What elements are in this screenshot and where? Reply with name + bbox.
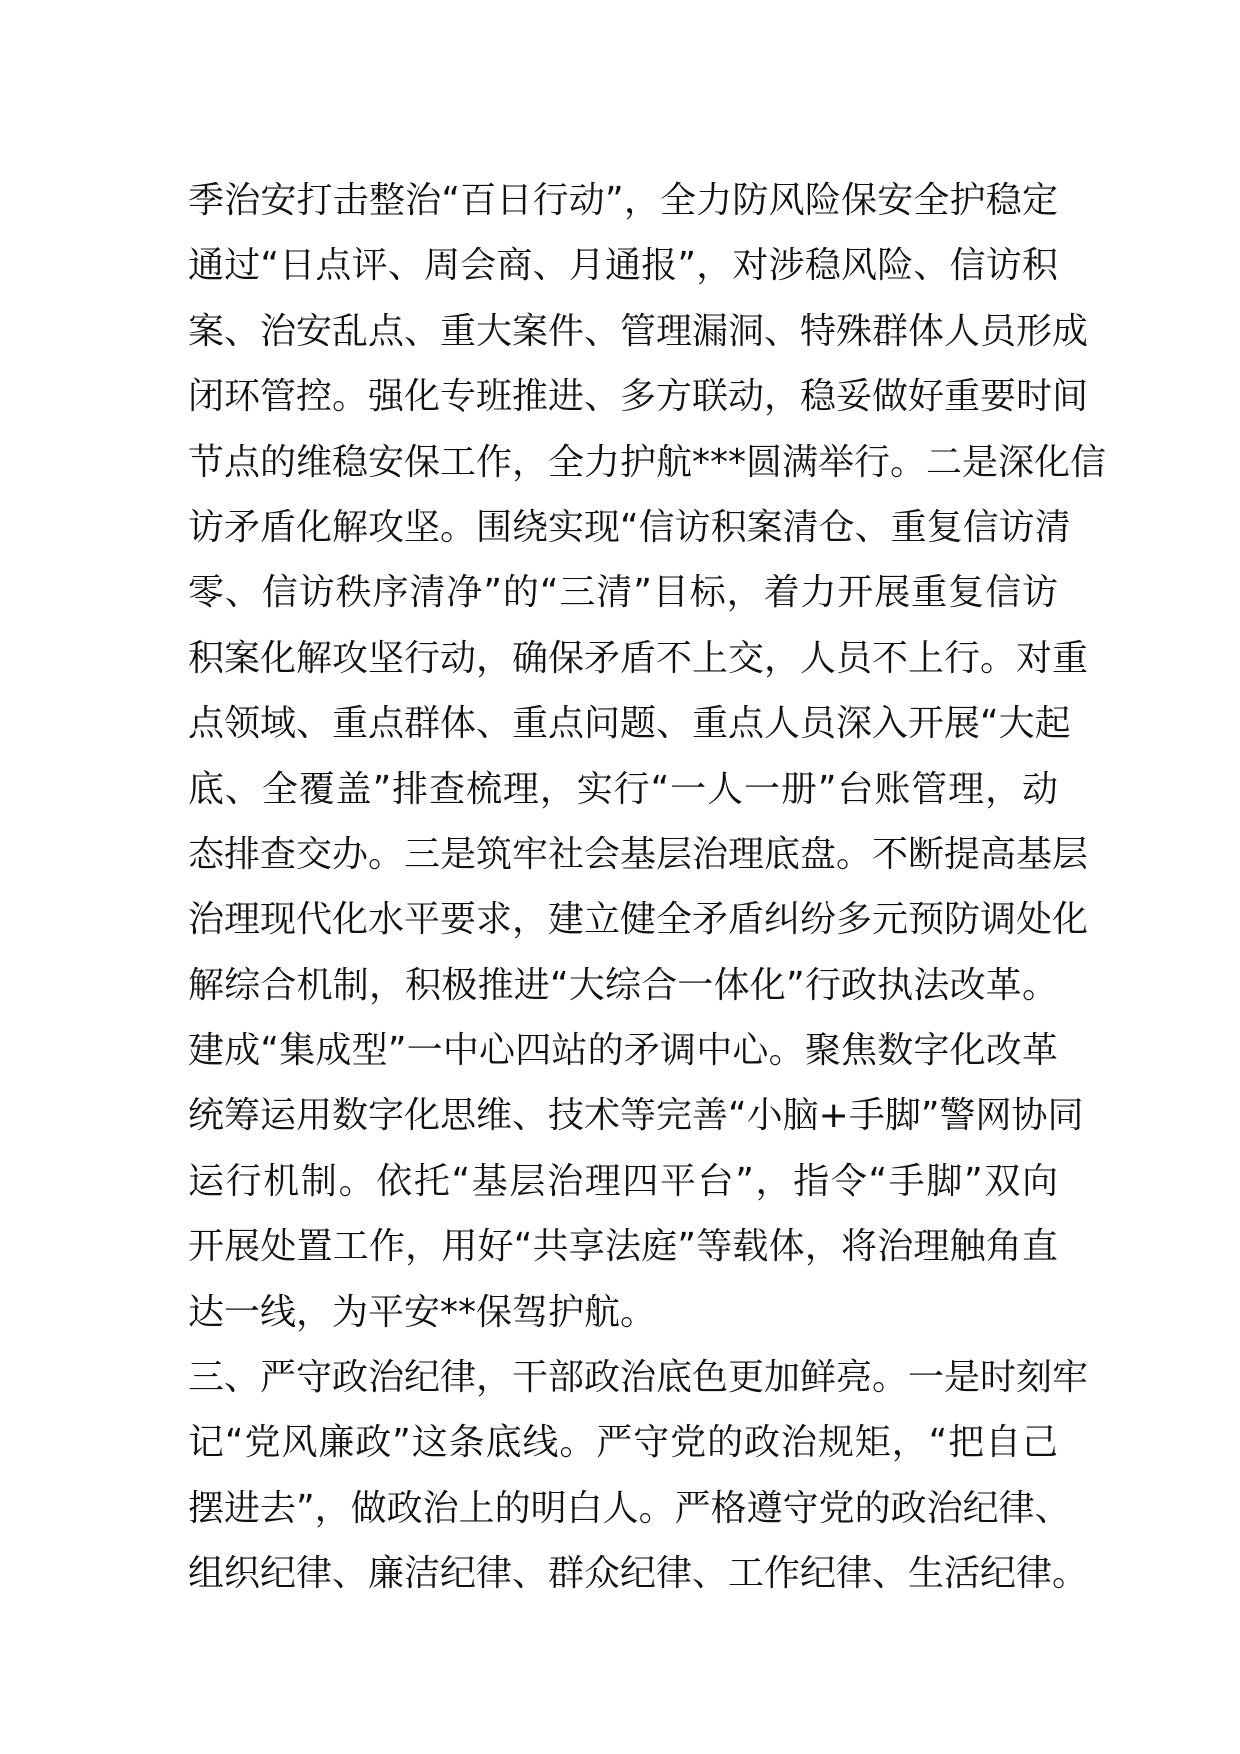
text-line: 底、全覆盖”排查梳理，实行“一人一册”台账管理，动 (188, 768, 1058, 810)
text-line: 案、治安乱点、重大案件、管理漏洞、特殊群体人员形成 (188, 310, 1089, 352)
text-line: 运行机制。依托“基层治理四平台”，指令“手脚”双向 (188, 1160, 1058, 1202)
text-line: 积案化解攻坚行动，确保矛盾不上交，人员不上行。对重 (188, 637, 1089, 679)
text-line: 访矛盾化解攻坚。围绕实现“信访积案清仓、重复信访清 (188, 506, 1071, 548)
text-line: 摆进去”，做政治上的明白人。严格遵守党的政治纪律、 (188, 1487, 1071, 1529)
text-line: 三、严守政治纪律，干部政治底色更加鲜亮。一是时刻牢 (188, 1357, 1089, 1399)
text-line: 达一线，为平安**保驾护航。 (188, 1291, 657, 1333)
text-line: 点领域、重点群体、重点问题、重点人员深入开展“大起 (188, 703, 1071, 745)
text-line: 态排查交办。三是筑牢社会基层治理底盘。不断提高基层 (188, 833, 1089, 875)
text-line: 零、信访秩序清净”的“三清”目标，着力开展重复信访 (188, 572, 1058, 614)
text-line: 通过“日点评、周会商、月通报”，对涉稳风险、信访积 (188, 245, 1058, 287)
text-line: 季治安打击整治“百日行动”，全力防风险保安全护稳定 (188, 180, 1058, 221)
text-line: 治理现代化水平要求，建立健全矛盾纠纷多元预防调处化 (188, 899, 1089, 941)
text-line: 开展处置工作，用好“共享法庭”等载体，将治理触角直 (188, 1226, 1058, 1268)
text-line: 记“党风廉政”这条底线。严守党的政治规矩，“把自己 (188, 1422, 1058, 1464)
text-line: 解综合机制，积极推进“大综合一体化”行政执法改革。 (188, 964, 1058, 1006)
body-text (188, 168, 1107, 1607)
text-line: 闭环管控。强化专班推进、多方联动，稳妥做好重要时间 (188, 376, 1089, 418)
text-line: 节点的维稳安保工作，全力护航***圆满举行。二是深化信 (188, 441, 1107, 483)
text-line: 建成“集成型”一中心四站的矛调中心。聚焦数字化改革 (188, 1030, 1058, 1072)
text-line: 组织纪律、廉洁纪律、群众纪律、工作纪律、生活纪律。 (188, 1553, 1089, 1595)
text-line: 统筹运用数字化思维、技术等完善“小脑+手脚”警网协同 (188, 1095, 1084, 1137)
